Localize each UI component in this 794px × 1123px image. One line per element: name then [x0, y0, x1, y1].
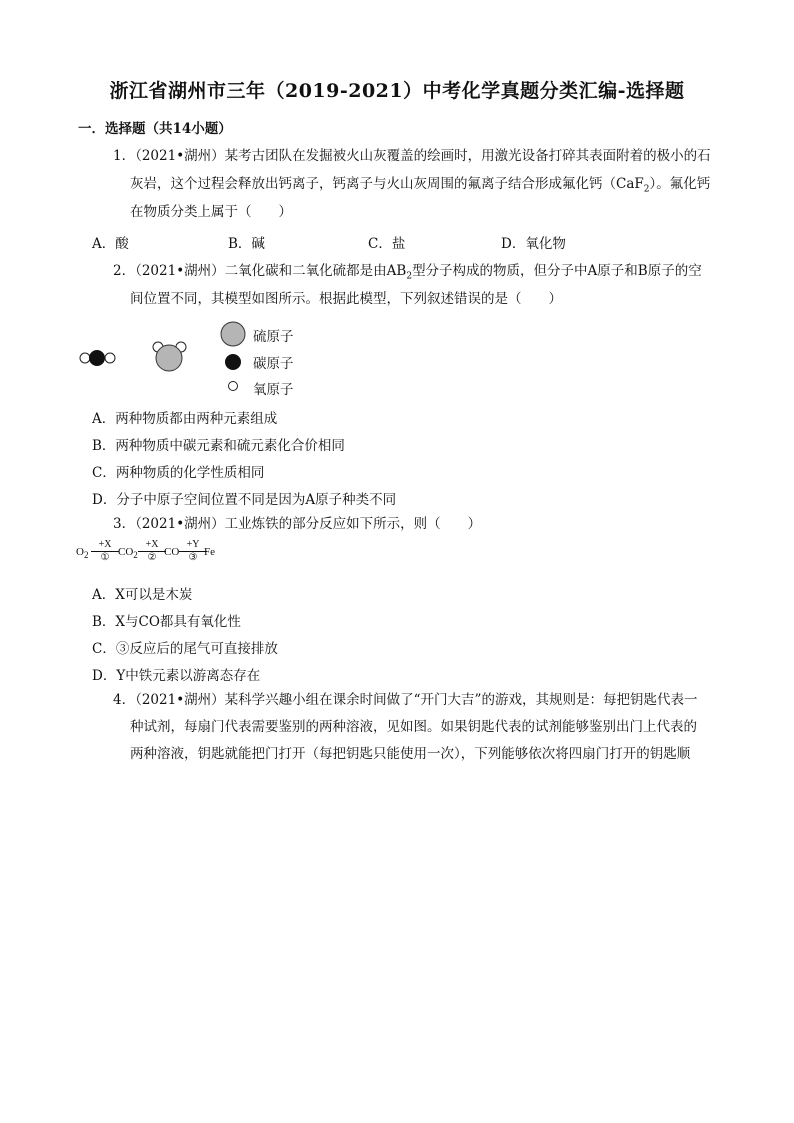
q2-option-d: D．分子中原子空间位置不同是因为A原子种类不同 [92, 492, 397, 508]
chain-o2: $O_2$ [76, 546, 89, 561]
chain-co: CO [164, 546, 180, 558]
question-1 [113, 143, 711, 169]
so2-molecule-model [153, 342, 186, 371]
chain-co2: $CO_2$ [118, 546, 138, 561]
question-4-line-1: 4．（2021•湖州）某科学兴趣小组在课余时间做了“开门大吉”的游戏，其规则是：每把钥匙代表一 [113, 692, 698, 708]
chain-step-1: +X ① [91, 540, 119, 563]
q3-option-d: D．Y中铁元素以游离态存在 [92, 668, 261, 684]
chain-fe: Fe [204, 546, 215, 558]
q3-option-c: C．③反应后的尾气可直接排放 [92, 641, 278, 657]
q1-line-3: 在物质分类上属于（ ） [130, 204, 292, 220]
question-4-line-2: 种试剂，每扇门代表需要鉴别的两种溶液，见如图。如果钥匙代表的试剂能够鉴别出门上代表的 [130, 719, 697, 735]
oxygen-atom-marker [229, 382, 238, 391]
q1-option-a: A．酸 [92, 236, 129, 252]
q1-line-1: 1．（2021•湖州）某考古团队在发掘被火山灰覆盖的绘画时，用激光设备打碎其表面附着的极小的石 [113, 148, 711, 164]
legend-carbon-label: 碳原子 [253, 356, 294, 372]
question-4-line-3: 两种溶液，钥匙就能把门打开（每把钥匙只能使用一次），下列能够依次将四扇门打开的钥匙顺 [130, 746, 691, 762]
q2-option-b: B．两种物质中碳元素和硫元素化合价相同 [92, 438, 345, 454]
carbon-atom-marker [225, 354, 241, 370]
legend-sulfur-label: 硫原子 [253, 329, 294, 345]
co2-molecule-model [80, 350, 115, 366]
question-3: 3．（2021•湖州）工业炼铁的部分反应如下所示，则（ ） [113, 516, 482, 532]
q1-option-c: C．盐 [368, 236, 406, 252]
q1-option-b: B．碱 [228, 236, 265, 252]
section-heading: 一．选择题（共14小题） [78, 121, 232, 137]
chain-step-2: +X ② [138, 540, 166, 563]
chain-step-3: +Y ③ [179, 540, 207, 563]
q2-option-c: C．两种物质的化学性质相同 [92, 465, 265, 481]
q1-option-d: D．氧化物 [501, 236, 566, 252]
q2-option-a: A．两种物质都由两种元素组成 [92, 411, 278, 427]
q3-option-a: A．X可以是木炭 [92, 587, 193, 603]
legend-oxygen-label: 氧原子 [253, 382, 294, 398]
q3-option-b: B．X与CO都具有氧化性 [92, 614, 241, 630]
question-2: 2．（2021•湖州）二氧化碳和二氧化硫都是由$AB_2$型分子构成的物质，但分子中A原子和B原子的空 [113, 263, 702, 282]
q1-line-2: 灰岩，这个过程会释放出钙离子，钙离子与火山灰周围的氟离子结合形成氟化钙（CaF$_2$）。氟化钙 [130, 176, 711, 195]
q2-line-2: 间位置不同，其模型如图所示。根据此模型，下列叙述错误的是（ ） [130, 291, 562, 307]
sulfur-atom-marker [221, 322, 245, 346]
legend-markers [221, 322, 245, 391]
page-title: 浙江省湖州市三年（2019-2021）中考化学真题分类汇编-选择题 [109, 80, 685, 102]
